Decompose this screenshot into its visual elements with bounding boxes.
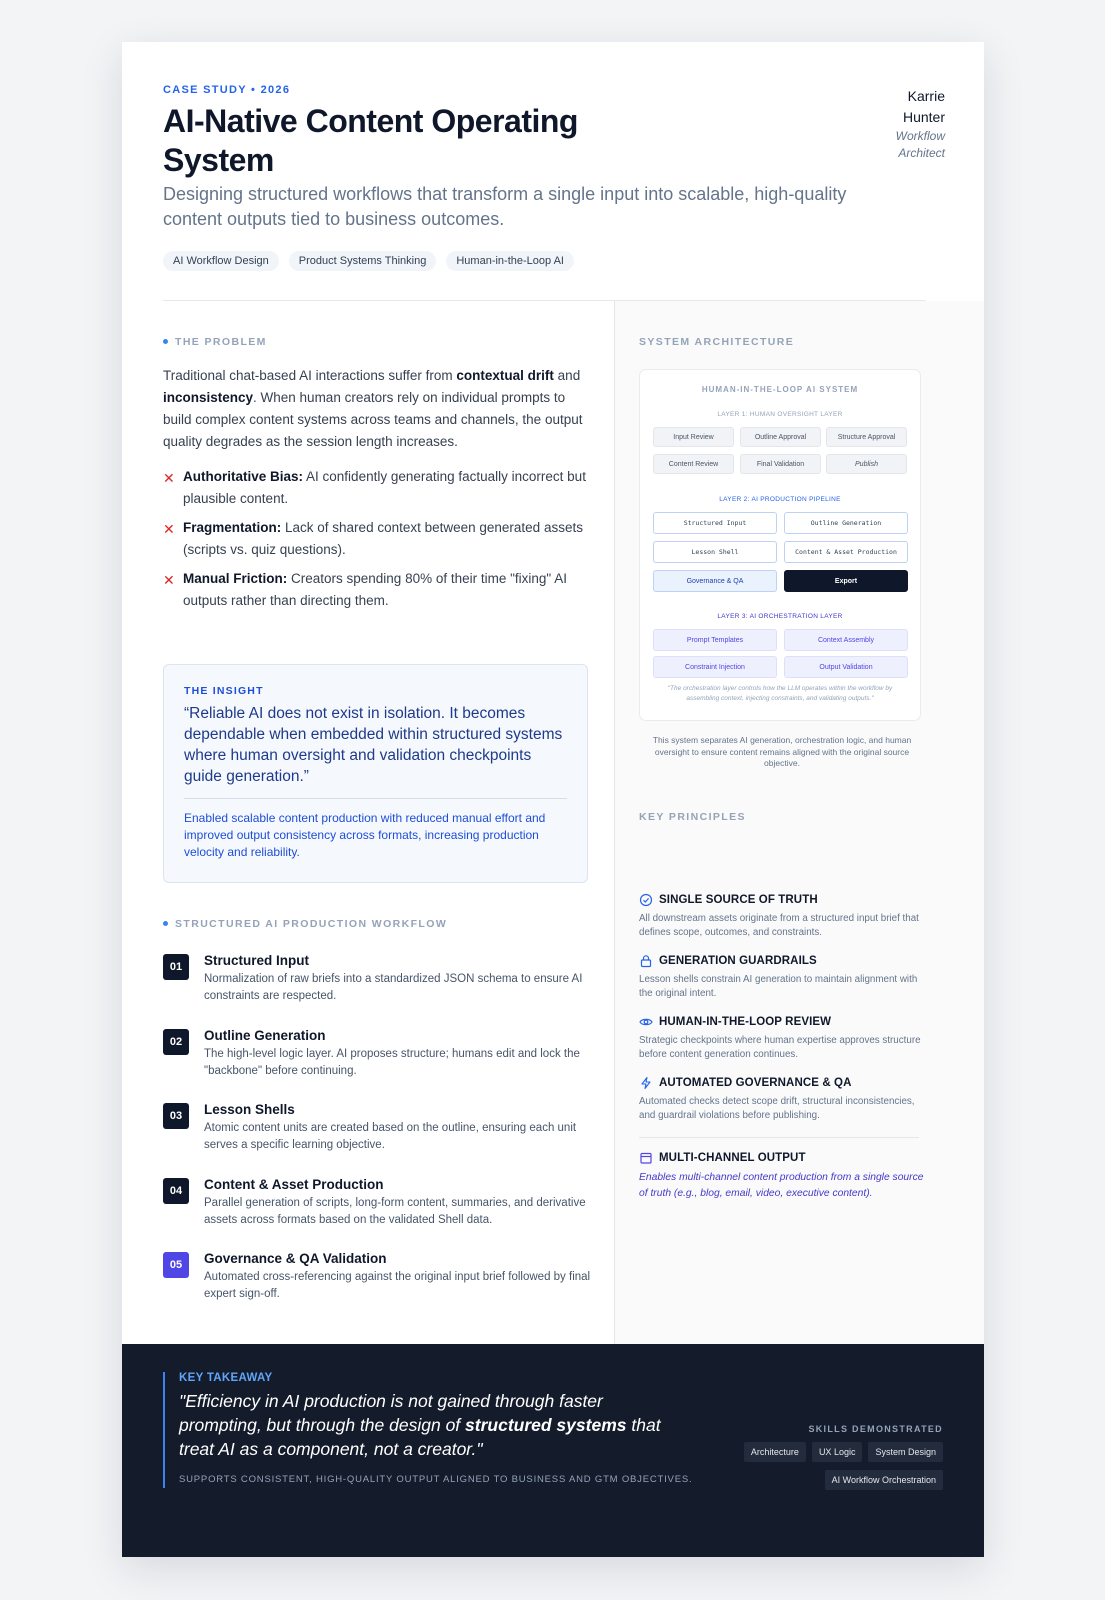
step-number: 04 bbox=[163, 1178, 189, 1204]
content-asset-production-box: Content & Asset Production bbox=[784, 541, 908, 563]
tag: Human-in-the-Loop AI bbox=[446, 251, 574, 271]
tag: AI Workflow Design bbox=[163, 251, 279, 271]
right-column bbox=[615, 301, 984, 1344]
principle-desc: Lesson shells constrain AI generation to maintain alignment with the original intent. bbox=[639, 974, 918, 999]
export-box: Export bbox=[784, 570, 908, 592]
layer-1-label: LAYER 1: HUMAN OVERSIGHT LAYER bbox=[717, 411, 843, 418]
layer-3-label: LAYER 3: AI ORCHESTRATION LAYER bbox=[717, 613, 843, 620]
principle-item bbox=[639, 893, 929, 939]
principle-title: SINGLE SOURCE OF TRUTH bbox=[659, 894, 818, 906]
issue-item: ✕ Authoritative Bias: AI confidently generating factually incorrect but plausible content. bbox=[163, 466, 593, 510]
check-circle-icon bbox=[639, 893, 653, 907]
step-number: 03 bbox=[163, 1103, 189, 1129]
skill-badge: Architecture bbox=[744, 1442, 806, 1462]
step-desc: Normalization of raw briefs into a standardized JSON schema to ensure AI constraints are respected. bbox=[204, 973, 583, 1002]
problem-text: Traditional chat-based AI interactions suffer from contextual drift and inconsistency. When human creators rely on individual prompts to build complex content systems across teams and channels, the output quality degrades as the session length increases. bbox=[163, 368, 583, 449]
eyebrow: CASE STUDY • 2026 bbox=[163, 84, 291, 96]
workflow-step bbox=[163, 952, 593, 1027]
diagram-caption: This system separates AI generation, orchestration logic, and human oversight to ensure content remains aligned with the original source objective. bbox=[652, 735, 912, 768]
step-title: Governance & QA Validation bbox=[204, 1251, 387, 1267]
diagram-footnote: "The orchestration layer controls how the LLM operates within the workflow by assembling context, injecting constraints, and validating outputs." bbox=[667, 685, 893, 702]
key-takeaway-footer bbox=[122, 1344, 984, 1557]
architecture-diagram bbox=[639, 369, 921, 721]
issue-item: ✕ Fragmentation: Lack of shared context between generated assets (scripts vs. quiz questions). bbox=[163, 517, 593, 561]
content-review-box: Content Review bbox=[653, 454, 734, 474]
skills-label: SKILLS DEMONSTRATED bbox=[808, 1424, 943, 1434]
author-first-name: Karrie bbox=[907, 88, 945, 104]
principle-item bbox=[639, 954, 929, 1000]
step-number: 05 bbox=[163, 1252, 189, 1278]
insight-label: THE INSIGHT bbox=[184, 685, 264, 697]
workflow-step bbox=[163, 1176, 593, 1251]
page-title: AI-Native Content Operating System bbox=[163, 103, 578, 178]
workflow-step bbox=[163, 1250, 593, 1325]
architecture-label: SYSTEM ARCHITECTURE bbox=[639, 336, 795, 348]
principles-divider bbox=[639, 1137, 919, 1138]
x-icon: ✕ bbox=[163, 521, 175, 537]
tag: Product Systems Thinking bbox=[289, 251, 437, 271]
skill-badge: AI Workflow Orchestration bbox=[825, 1470, 943, 1490]
governance-qa-box: Governance & QA bbox=[653, 570, 777, 592]
tag-list bbox=[163, 251, 574, 271]
principle-desc: Enables multi-channel content production from a single source of truth (e.g., blog, email, video, executive content). bbox=[639, 1172, 924, 1199]
principle-desc: Strategic checkpoints where human expertise approves structure before content generation continues. bbox=[639, 1035, 921, 1060]
step-number: 01 bbox=[163, 954, 189, 980]
workflow-step bbox=[163, 1101, 593, 1176]
takeaway-label: KEY TAKEAWAY bbox=[179, 1372, 273, 1384]
accent-bar bbox=[163, 1372, 165, 1488]
author-role: Workflow bbox=[895, 129, 945, 143]
layer-2-label: LAYER 2: AI PRODUCTION PIPELINE bbox=[719, 496, 841, 503]
workflow-steps bbox=[163, 952, 593, 1325]
skill-badge: UX Logic bbox=[812, 1442, 863, 1462]
prompt-templates-box: Prompt Templates bbox=[653, 629, 777, 651]
takeaway-note: SUPPORTS CONSISTENT, HIGH-QUALITY OUTPUT ALIGNED TO BUSINESS AND GTM OBJECTIVES. bbox=[179, 1474, 693, 1485]
problem-section bbox=[163, 336, 593, 612]
step-title: Structured Input bbox=[204, 953, 309, 968]
case-study-page bbox=[122, 42, 984, 1557]
insight-note: Enabled scalable content production with reduced manual effort and improved output consistency across formats, increasing production velocity and reliability. bbox=[184, 811, 546, 859]
input-review-box: Input Review bbox=[653, 427, 734, 447]
step-title: Lesson Shells bbox=[204, 1102, 295, 1118]
diagram-title: HUMAN-IN-THE-LOOP AI SYSTEM bbox=[701, 385, 859, 394]
publish-box: Publish bbox=[826, 454, 907, 474]
outline-approval-box: Outline Approval bbox=[740, 427, 821, 447]
skill-badge: System Design bbox=[868, 1442, 943, 1462]
step-desc: Parallel generation of scripts, long-form content, summaries, and derivative assets across formats based on the validated Shell data. bbox=[204, 1196, 586, 1226]
author-last-name: Hunter bbox=[902, 109, 945, 125]
constraint-injection-box: Constraint Injection bbox=[653, 656, 777, 678]
problem-label: THE PROBLEM bbox=[163, 336, 593, 348]
workflow-label: STRUCTURED AI PRODUCTION WORKFLOW bbox=[163, 918, 593, 930]
principles-label: KEY PRINCIPLES bbox=[639, 811, 746, 823]
principle-title: AUTOMATED GOVERNANCE & QA bbox=[659, 1077, 852, 1089]
bullet-dot bbox=[163, 921, 168, 926]
step-title: Outline Generation bbox=[204, 1027, 326, 1043]
context-assembly-box: Context Assembly bbox=[784, 629, 908, 651]
page-subtitle: Designing structured workflows that transform a single input into scalable, high-quality content outputs tied to business outcomes. bbox=[163, 184, 847, 229]
principle-title: MULTI-CHANNEL OUTPUT bbox=[659, 1152, 806, 1164]
outline-generation-box: Outline Generation bbox=[784, 512, 908, 534]
lesson-shell-box: Lesson Shell bbox=[653, 541, 777, 563]
author-role: Architect bbox=[898, 146, 945, 160]
output-validation-box: Output Validation bbox=[784, 656, 908, 678]
workflow-step bbox=[163, 1027, 593, 1102]
final-validation-box: Final Validation bbox=[740, 454, 821, 474]
x-icon: ✕ bbox=[163, 470, 175, 486]
principle-title: GENERATION GUARDRAILS bbox=[659, 955, 817, 967]
insight-quote: “Reliable AI does not exist in isolation. It becomes dependable when embedded within structured systems where human oversight and validation checkpoints guide generation.” bbox=[184, 705, 563, 785]
bolt-icon bbox=[639, 1076, 653, 1090]
x-icon: ✕ bbox=[163, 572, 175, 588]
step-number: 02 bbox=[163, 1029, 189, 1055]
lock-icon bbox=[639, 954, 653, 968]
structured-input-box: Structured Input bbox=[653, 512, 777, 534]
takeaway-quote: "Efficiency in AI production is not gained through faster prompting, but through the design of structured systems that treat AI as a component, not a creator." bbox=[179, 1391, 661, 1459]
step-title: Content & Asset Production bbox=[204, 1176, 384, 1192]
skills-list bbox=[723, 1442, 943, 1490]
structure-approval-box: Structure Approval bbox=[826, 427, 907, 447]
author-block bbox=[825, 86, 945, 162]
column-separator bbox=[614, 300, 615, 1344]
insight-card bbox=[163, 664, 588, 883]
step-desc: The high-level logic layer. AI proposes structure; humans edit and lock the "backbone" before continuing. bbox=[204, 1047, 580, 1077]
principle-item bbox=[639, 1151, 929, 1202]
principle-desc: Automated checks detect scope drift, structural inconsistencies, and guardrail violations before publishing. bbox=[639, 1096, 915, 1121]
principle-item bbox=[639, 1015, 929, 1061]
issue-item: ✕ Manual Friction: Creators spending 80% of their time "fixing" AI outputs rather than directing them. bbox=[163, 568, 593, 612]
workflow-section bbox=[163, 918, 593, 1325]
principle-title: HUMAN-IN-THE-LOOP REVIEW bbox=[659, 1016, 832, 1028]
step-desc: Automated cross-referencing against the original input brief followed by final expert sign-off. bbox=[204, 1271, 591, 1301]
step-desc: Atomic content units are created based on the outline, ensuring each unit serves a specific learning objective. bbox=[204, 1122, 577, 1152]
bullet-dot bbox=[163, 339, 168, 344]
eye-icon bbox=[639, 1015, 653, 1029]
principle-desc: All downstream assets originate from a structured input brief that defines scope, outcomes, and constraints. bbox=[639, 913, 919, 938]
principle-item bbox=[639, 1076, 929, 1122]
layers-icon bbox=[639, 1151, 653, 1165]
insight-divider bbox=[184, 798, 567, 799]
